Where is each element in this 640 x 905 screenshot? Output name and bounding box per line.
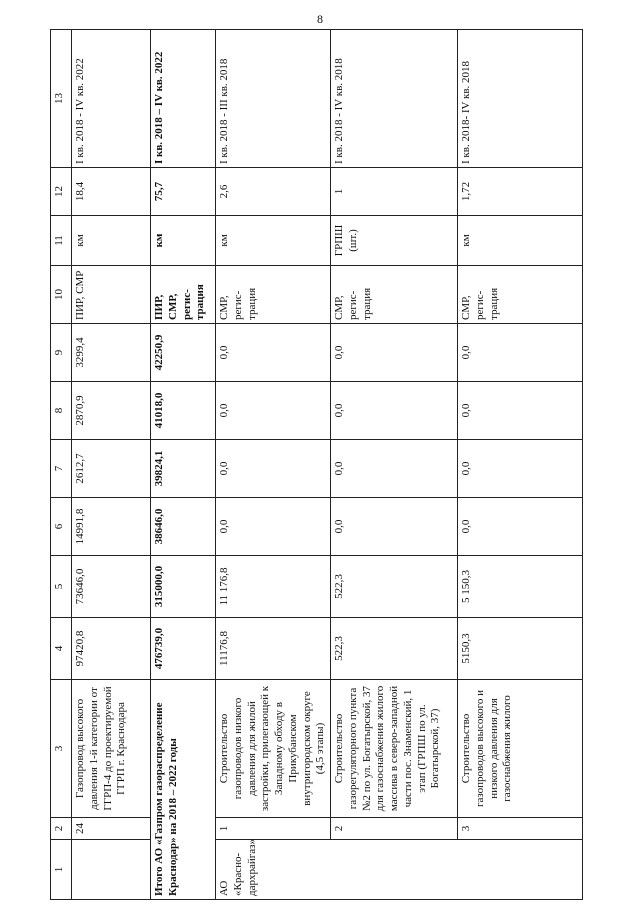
header-cell: 8 [51, 382, 72, 440]
total-label: Итого АО «Газпром газораспределение Краснодар» на 2018 – 2022 годы [151, 680, 216, 900]
total-quantity: 75,7 [151, 168, 216, 216]
rotated-table-container [50, 30, 580, 900]
cell-value: 0,0 [458, 498, 583, 556]
object-name: Газопровод высокого давления 1-й категории от ГГРП-4 до проектируемой ГГРП г. Краснодара [72, 680, 151, 818]
cell-value: 0,0 [216, 440, 331, 498]
header-cell: 5 [51, 556, 72, 618]
header-cell: 6 [51, 498, 72, 556]
cell-value: 11176,8 [216, 618, 331, 680]
total-period: I кв. 2018 – IV кв. 2022 [151, 30, 216, 168]
period: I кв. 2018- IV кв. 2018 [458, 30, 583, 168]
table-row [216, 30, 331, 900]
header-cell: 13 [51, 30, 72, 168]
table-row [331, 30, 458, 900]
quantity: 1 [331, 168, 458, 216]
program-table [50, 29, 583, 900]
total-value: 476739,0 [151, 618, 216, 680]
header-cell: 4 [51, 618, 72, 680]
unit: км [72, 216, 151, 266]
table-row [72, 30, 151, 900]
cell-value: 2870,9 [72, 382, 151, 440]
quantity: 2,6 [216, 168, 331, 216]
header-cell: 11 [51, 216, 72, 266]
cell-value: 73646,0 [72, 556, 151, 618]
cell-value: 0,0 [216, 324, 331, 382]
object-name: Строительство газопроводов низкого давления для жилой застройки, прилегающей к Западному обходу в Прикубанском внутригородском округе (4,5 этапы) [216, 680, 331, 818]
cell-value: 0,0 [216, 382, 331, 440]
cell-value: 97420,8 [72, 618, 151, 680]
page-number: 8 [317, 12, 323, 26]
header-cell: 1 [51, 840, 72, 900]
cell-value: 11 176,8 [216, 556, 331, 618]
cell-value: 14991,8 [72, 498, 151, 556]
cell-value: 0,0 [331, 324, 458, 382]
total-row [151, 30, 216, 900]
unit: км [216, 216, 331, 266]
cell-value: 5 150,3 [458, 556, 583, 618]
row-number: 24 [72, 818, 151, 840]
unit: км [458, 216, 583, 266]
cell-value: 0,0 [458, 382, 583, 440]
empty-cell [72, 840, 151, 900]
cell-value: 3299,4 [72, 324, 151, 382]
header-cell: 2 [51, 818, 72, 840]
cell-value: 0,0 [331, 498, 458, 556]
total-value: 39824,1 [151, 440, 216, 498]
total-value: 42250,9 [151, 324, 216, 382]
total-work-type: ПИР, СМР, регис-трация [151, 266, 216, 324]
unit: ГРПШ (шт.) [331, 216, 458, 266]
period: I кв. 2018 - III кв. 2018 [216, 30, 331, 168]
total-value: 41018,0 [151, 382, 216, 440]
header-cell: 12 [51, 168, 72, 216]
organization-name: АО «Красно-дархрайгаз» [216, 840, 583, 900]
cell-value: 0,0 [331, 382, 458, 440]
row-number: 1 [216, 818, 331, 840]
header-cell: 9 [51, 324, 72, 382]
row-number: 3 [458, 818, 583, 840]
object-name: Строительство газопроводов высокого и низкого давления для газоснабжения жилого [458, 680, 583, 818]
work-type: СМР, регис-трация [458, 266, 583, 324]
object-name: Строительство газорегуляторного пункта №2 по ул. Богатырской, 37 для газоснабжения жилого массива в северо-западной части пос. Знаменский, 1 этап (ГРПШ по ул. Богатырской, 37) [331, 680, 458, 818]
cell-value: 0,0 [331, 440, 458, 498]
cell-value: 522,3 [331, 618, 458, 680]
work-type: ПИР, СМР [72, 266, 151, 324]
quantity: 18,4 [72, 168, 151, 216]
cell-value: 0,0 [458, 440, 583, 498]
quantity: 1,72 [458, 168, 583, 216]
header-row [51, 30, 72, 900]
row-number: 2 [331, 818, 458, 840]
work-type: СМР, регис-трация [331, 266, 458, 324]
cell-value: 0,0 [458, 324, 583, 382]
total-value: 315000,0 [151, 556, 216, 618]
header-cell: 10 [51, 266, 72, 324]
header-cell: 3 [51, 680, 72, 818]
cell-value: 522,3 [331, 556, 458, 618]
cell-value: 2612,7 [72, 440, 151, 498]
period: I кв. 2018 - IV кв. 2022 [72, 30, 151, 168]
period: I кв. 2018 - IV кв. 2018 [331, 30, 458, 168]
cell-value: 0,0 [216, 498, 331, 556]
header-cell: 7 [51, 440, 72, 498]
total-value: 38646,0 [151, 498, 216, 556]
total-unit: км [151, 216, 216, 266]
work-type: СМР, регис-трация [216, 266, 331, 324]
table-row [458, 30, 583, 900]
cell-value: 5150,3 [458, 618, 583, 680]
